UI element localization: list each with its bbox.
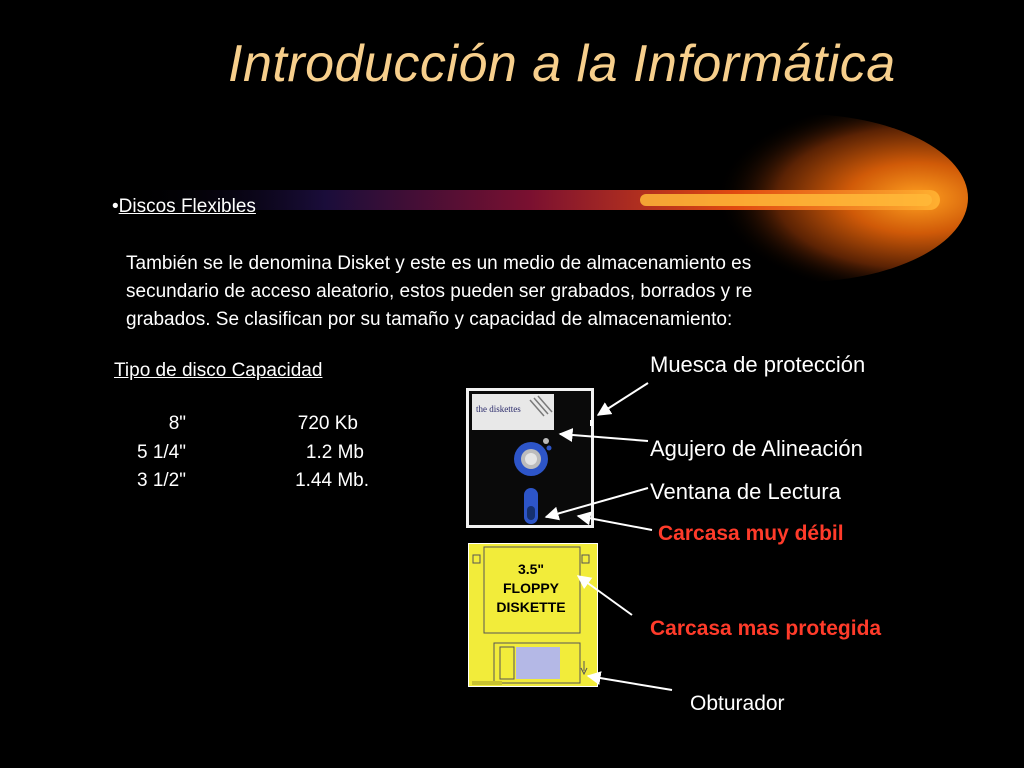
disk-type-cell: 8" xyxy=(168,413,186,434)
capacity-cell: 1.2 Mb xyxy=(305,442,364,463)
floppy-525-image xyxy=(466,388,594,528)
bullet-marker: • xyxy=(112,196,119,217)
description-paragraph xyxy=(126,250,906,334)
disk-type-cell: 3 1/2" xyxy=(136,470,186,491)
table-row xyxy=(120,470,186,494)
floppy-label-line: DISKETTE xyxy=(496,599,566,615)
description-line: secundario de acceso aleatorio, estos pueden ser grabados, borrados y re xyxy=(126,281,753,302)
label-agujero: Agujero de Alineación xyxy=(650,436,863,461)
label-carcasa-protegida: Carcasa mas protegida xyxy=(650,617,882,640)
bullet-label: Discos Flexibles xyxy=(118,196,256,217)
disk-type-cell: 5 1/4" xyxy=(136,442,186,463)
table-row xyxy=(270,442,364,466)
label-muesca: Muesca de protección xyxy=(650,352,866,377)
capacity-cell: 1.44 Mb. xyxy=(295,470,369,491)
section-bullet xyxy=(112,196,256,218)
floppy-label-line: 3.5" xyxy=(517,561,545,577)
table-row xyxy=(270,470,369,494)
description-line: grabados. Se clasifican por su tamaño y capacidad de almacenamiento: xyxy=(126,309,733,330)
table-row xyxy=(120,442,186,466)
description-line: También se le denomina Disket y este es un medio de almacenamiento es xyxy=(126,253,752,274)
table-header: Tipo de disco Capacidad xyxy=(114,360,323,381)
floppy-35-image xyxy=(468,543,598,687)
slide-title: Introducción a la Informática xyxy=(228,35,896,93)
label-obturador: Obturador xyxy=(690,692,785,715)
capacity-cell: 720 Kb xyxy=(297,413,358,434)
table-row xyxy=(120,413,186,437)
label-carcasa-debil: Carcasa muy débil xyxy=(658,522,844,545)
disk-brand-label: the diskettes xyxy=(476,404,521,414)
floppy-label-line: FLOPPY xyxy=(502,580,559,596)
table-row xyxy=(270,413,358,437)
floppy-label xyxy=(490,560,572,617)
label-ventana: Ventana de Lectura xyxy=(650,479,841,504)
